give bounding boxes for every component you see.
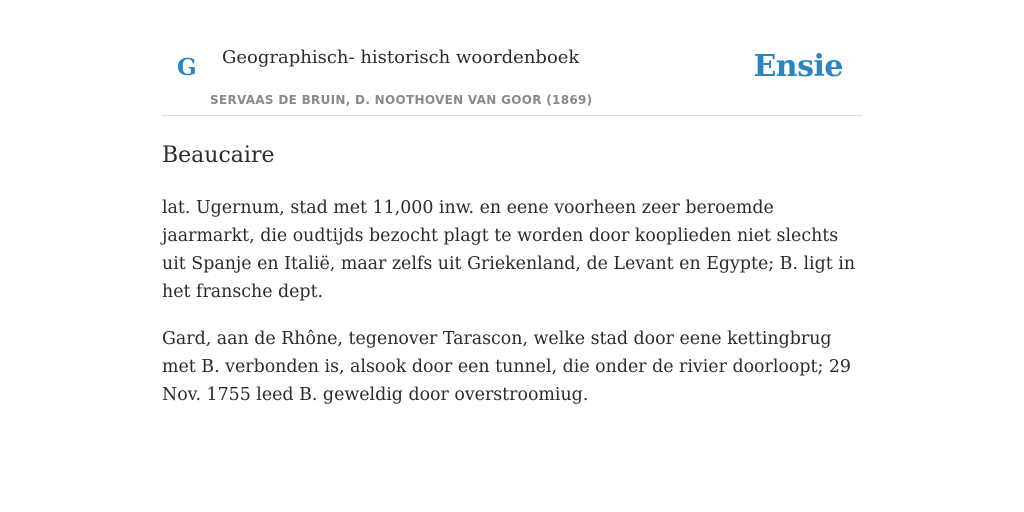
page-container bbox=[162, 0, 862, 409]
letter-index-link[interactable]: G bbox=[177, 54, 197, 81]
dictionary-header bbox=[162, 0, 862, 116]
dictionary-title-link[interactable]: Geographisch- historisch woordenboek bbox=[222, 47, 580, 68]
entry-paragraph-1: lat. Ugernum, stad met 11,000 inw. en eene voorheen zeer beroemde jaarmarkt, die oudtijds bezocht plagt te worden door kooplieden niet slechts uit Spanje en Italië, maar zelfs uit Griekenland, de Levant en Egypte; B. ligt in het fransche dept. bbox=[162, 198, 856, 302]
entry-paragraph-2: Gard, aan de Rhône, tegenover Tarascon, welke stad door eene kettingbrug met B. verbonden is, alsook door een tunnel, die onder de rivier doorloopt; 29 Nov. 1755 leed B. geweldig door overstroomiug. bbox=[162, 329, 851, 405]
entry-title: Beaucaire bbox=[162, 143, 275, 168]
dictionary-authors: SERVAAS DE BRUIN, D. NOOTHOVEN VAN GOOR (1869) bbox=[210, 93, 593, 107]
ensie-logo-link[interactable]: Ensie bbox=[753, 49, 843, 84]
